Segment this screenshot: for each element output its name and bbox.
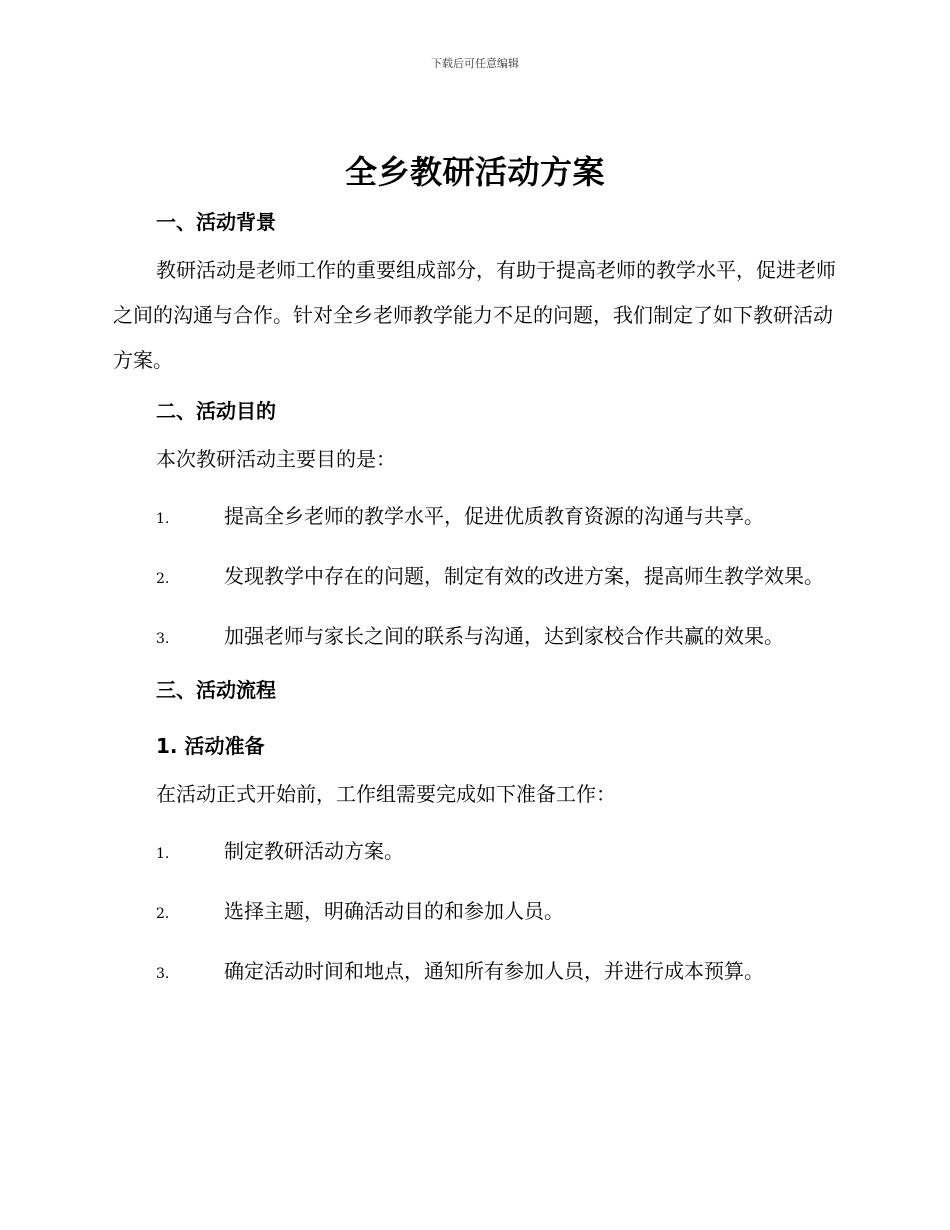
document-content bbox=[113, 148, 837, 997]
list-item bbox=[113, 614, 837, 662]
list-item-text: 加强老师与家长之间的联系与沟通，达到家校合作共赢的效果。 bbox=[224, 624, 784, 648]
list-item bbox=[113, 949, 837, 997]
list-number: 3. bbox=[156, 966, 170, 982]
section-heading-process: 三、活动流程 bbox=[156, 678, 276, 702]
header-note: 下载后可任意编辑 bbox=[431, 57, 519, 70]
list-item bbox=[113, 554, 837, 602]
paragraph-background: 教研活动是老师工作的重要组成部分，有助于提高老师的教学水平，促进老师之间的沟通与合作。针对全乡老师教学能力不足的问题，我们制定了如下教研活动方案。 bbox=[113, 258, 836, 372]
list-number: 2. bbox=[156, 906, 170, 922]
paragraph-purpose-intro: 本次教研活动主要目的是： bbox=[156, 447, 396, 471]
list-item bbox=[113, 889, 837, 937]
list-item-text: 提高全乡老师的教学水平，促进优质教育资源的沟通与共享。 bbox=[224, 504, 764, 528]
document-title: 全乡教研活动方案 bbox=[344, 153, 605, 191]
list-item-text: 制定教研活动方案。 bbox=[224, 839, 404, 863]
list-item-text: 发现教学中存在的问题，制定有效的改进方案，提高师生教学效果。 bbox=[224, 564, 824, 588]
list-number: 3. bbox=[156, 631, 170, 647]
list-item bbox=[113, 829, 837, 877]
list-item-text: 选择主题，明确活动目的和参加人员。 bbox=[224, 899, 564, 923]
section-heading-background: 一、活动背景 bbox=[156, 210, 276, 234]
list-number: 2. bbox=[156, 571, 170, 587]
list-item bbox=[113, 494, 837, 542]
list-number: 1. bbox=[156, 846, 170, 862]
section-heading-purpose: 二、活动目的 bbox=[156, 399, 276, 423]
list-number: 1. bbox=[156, 511, 170, 527]
paragraph-process-intro: 在活动正式开始前，工作组需要完成如下准备工作： bbox=[156, 782, 616, 806]
sub-heading-preparation: 1. 活动准备 bbox=[156, 734, 265, 758]
list-item-text: 确定活动时间和地点，通知所有参加人员，并进行成本预算。 bbox=[224, 959, 764, 983]
